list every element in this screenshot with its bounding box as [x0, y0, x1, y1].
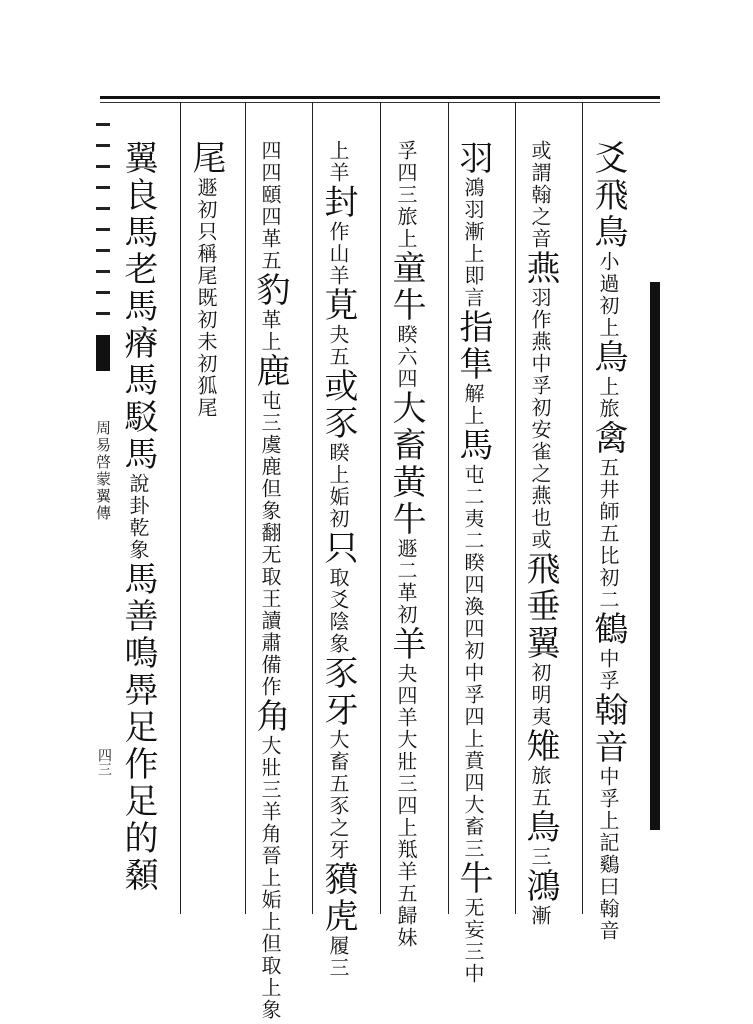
column-divider — [582, 102, 583, 914]
right-border-bar — [650, 282, 660, 830]
text-column-3: 羽鴻羽漸上即言指隼解上馬屯二夷二睽四渙四初中孚四上賁四大畜三牛无妄三中 — [453, 140, 493, 985]
fishtail-mark — [96, 335, 110, 371]
spine-title: 周易啓蒙翼傳 — [94, 420, 112, 522]
top-border-rule — [100, 96, 660, 99]
column-divider — [312, 102, 313, 914]
text-column-4: 孚四三旅上童牛睽六四大畜黃牛遯二革初羊夬四羊大壯三四上羝羊五歸妹 — [386, 140, 426, 949]
column-divider — [180, 102, 181, 914]
column-divider — [245, 102, 246, 914]
text-column-6: 四四頤四革五豹革上鹿屯三虞鹿但象翻无取王讀肅備作角大壯三羊角晉上姤上但取上象 — [250, 140, 290, 1021]
text-column-8: 翼良馬老馬瘠馬駁馬說卦乾象馬善鳴馵足作足的顙 — [118, 140, 158, 894]
text-column-5: 上羊封作山羊莧夬五或豕睽上姤初只取爻陰象豕牙大畜五豕之牙豶虎履三 — [318, 140, 358, 979]
text-column-1: 爻飛鳥小過初上鳥上旅禽五井師五比初二鶴中孚翰音中孚上記鷄曰翰音 — [588, 140, 628, 942]
text-column-2: 或謂翰之音燕羽作燕中孚初安雀之燕也或飛垂翼初明夷雉旅五鳥三鴻漸 — [520, 140, 560, 927]
column-divider — [448, 102, 449, 914]
text-column-7: 尾遯初只稱尾既初未初狐尾 — [186, 140, 226, 419]
column-divider — [380, 102, 381, 914]
column-divider — [515, 102, 516, 914]
folio-number: 四三 — [96, 748, 112, 776]
